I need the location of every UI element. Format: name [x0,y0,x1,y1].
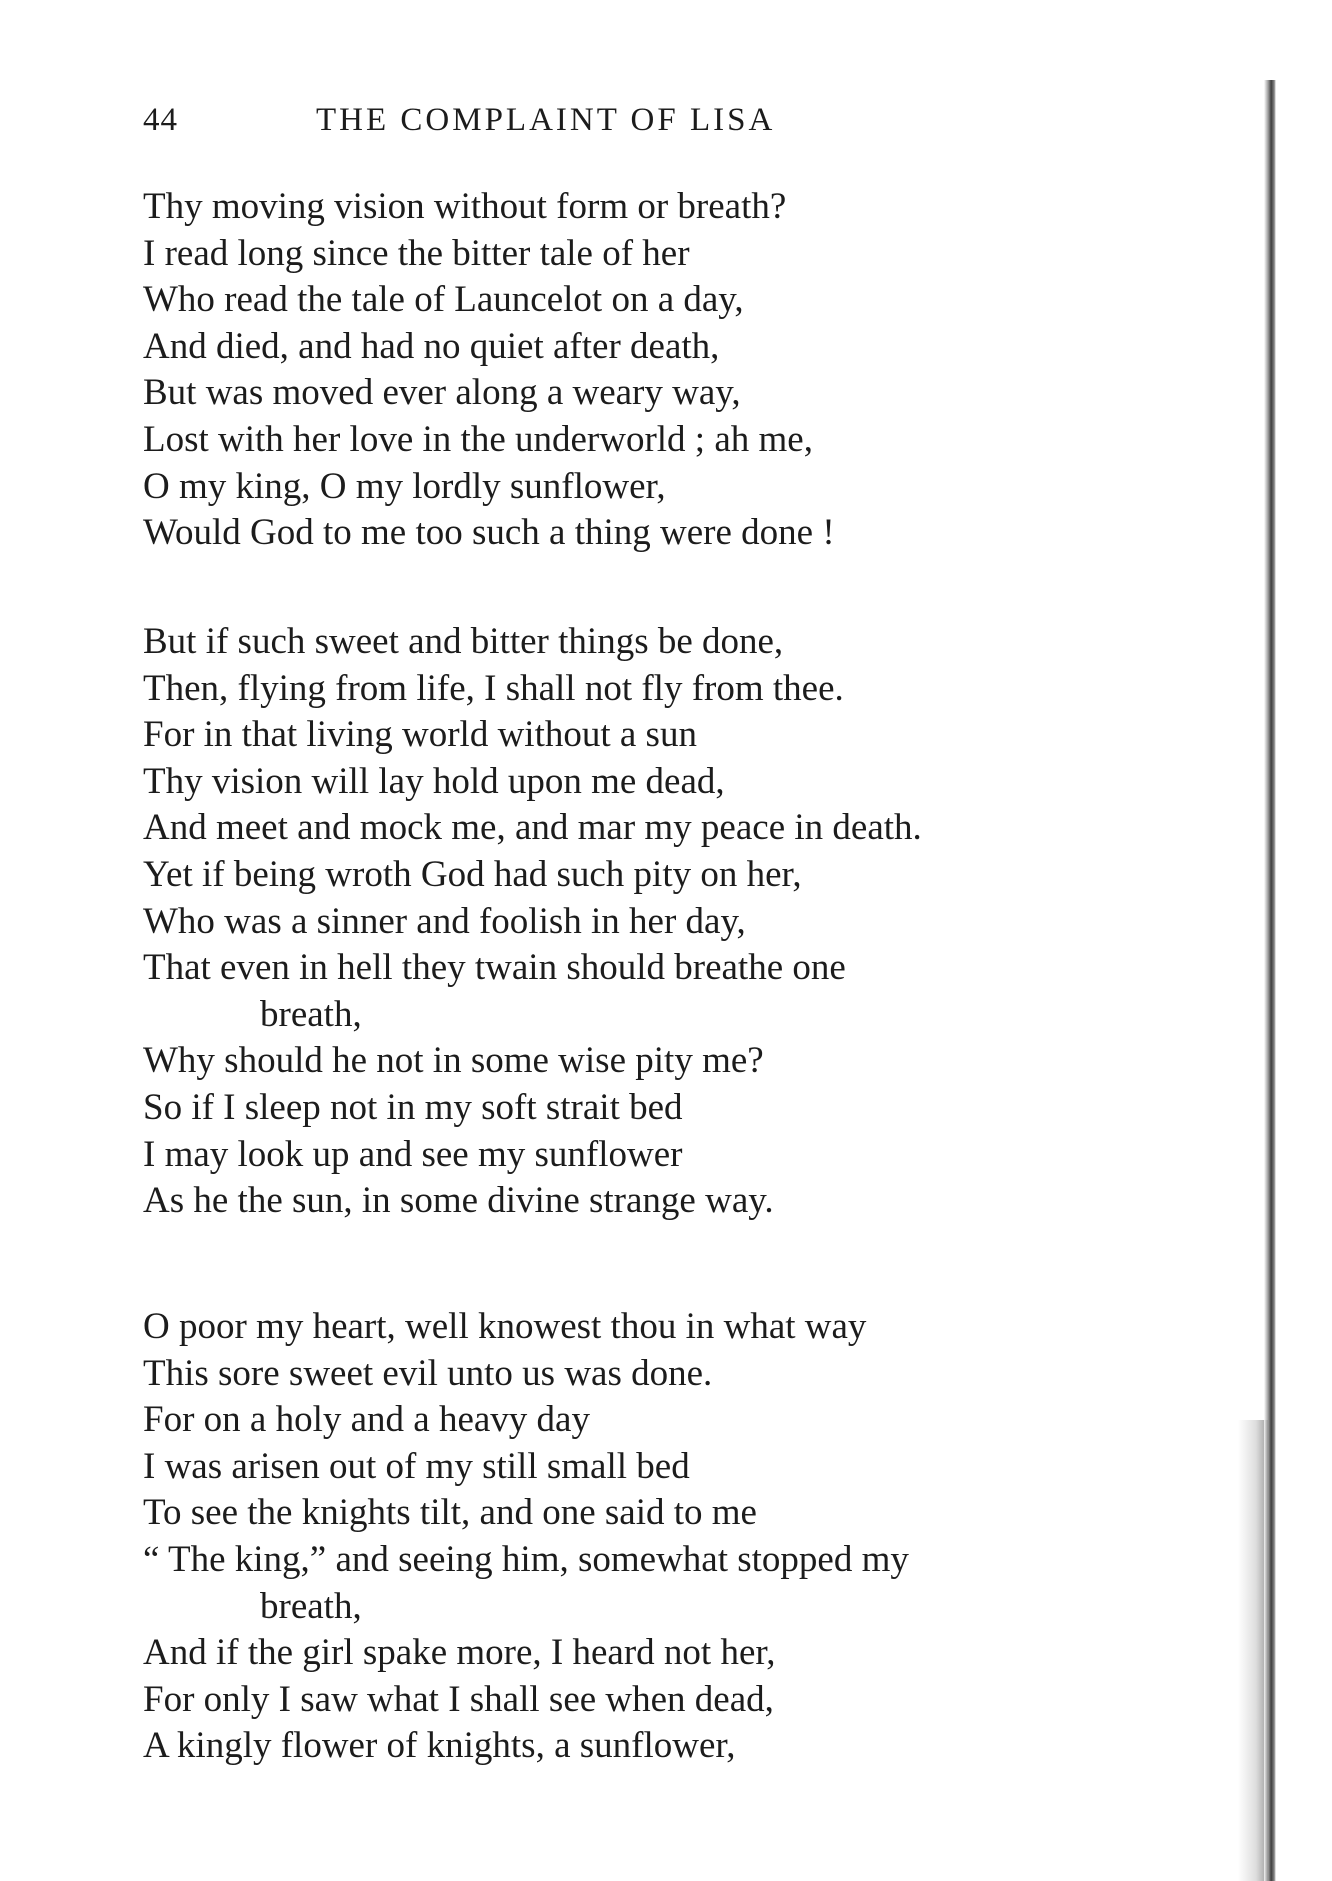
poem-line: For in that living world without a sun [143,714,697,756]
poem-line: I was arisen out of my still small bed [143,1445,690,1487]
poem-line: And if the girl spake more, I heard not her, [143,1632,776,1674]
poem-line: “ The king,” and seeing him, somewhat stopped my [143,1538,909,1580]
poem-line-turnover: breath, [260,993,362,1035]
poem-line-turnover: breath, [260,1585,362,1627]
page-number: 44 [143,102,178,138]
poem-line: And died, and had no quiet after death, [143,325,720,367]
page-binding-edge [1264,80,1276,1881]
poem-line: Who read the tale of Launcelot on a day, [143,279,744,321]
running-title: THE COMPLAINT OF LISA [316,102,776,138]
poem-line: To see the knights tilt, and one said to me [143,1492,757,1534]
poem-line: And meet and mock me, and mar my peace in death. [143,807,922,849]
poem-line: Why should he not in some wise pity me? [143,1040,764,1082]
poem-line: So if I sleep not in my soft strait bed [143,1086,683,1128]
stanza [143,1304,1133,1770]
poem-line: Then, flying from life, I shall not fly from thee. [143,667,844,709]
poem-line: Yet if being wroth God had such pity on her, [143,853,802,895]
poem-line: Would God to me too such a thing were done ! [143,512,835,554]
poem-line: A kingly flower of knights, a sunflower, [143,1725,736,1767]
poem-line: O my king, O my lordly sunflower, [143,465,666,507]
stanza [143,619,1133,1225]
poem-line: That even in hell they twain should breathe one [143,947,846,989]
poem-line: Who was a sinner and foolish in her day, [143,900,746,942]
poem-line: I may look up and see my sunflower [143,1133,683,1175]
poem-line: But was moved ever along a weary way, [143,372,741,414]
poem-line: For on a holy and a heavy day [143,1399,590,1441]
poem-line: But if such sweet and bitter things be done, [143,621,784,662]
poem-line: O poor my heart, well knowest thou in what way [143,1306,867,1347]
stanza [143,184,1133,557]
poem-line: I read long since the bitter tale of her [143,232,690,274]
poem-line: Thy vision will lay hold upon me dead, [143,760,725,802]
page-header [143,102,1043,152]
poem-line: This sore sweet evil unto us was done. [143,1352,713,1394]
poem-line: For only I saw what I shall see when dead, [143,1678,774,1720]
poem-line: Thy moving vision without form or breath? [143,186,787,227]
poem-line: As he the sun, in some divine strange way. [143,1180,774,1222]
poem-line: Lost with her love in the underworld ; ah me, [143,418,813,460]
